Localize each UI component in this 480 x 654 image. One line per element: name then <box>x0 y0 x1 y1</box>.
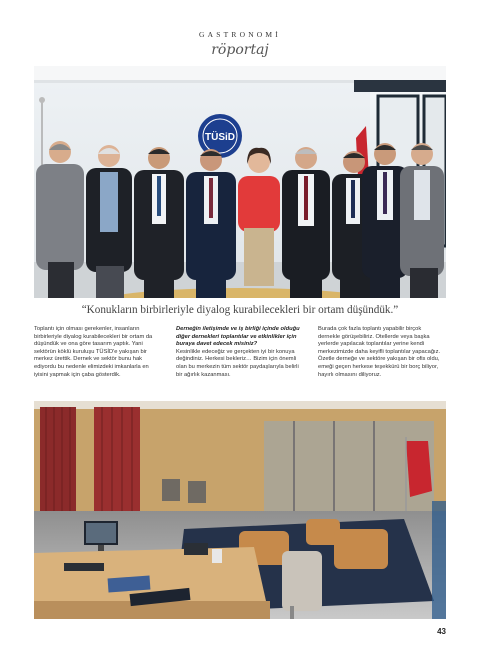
page-number: 43 <box>437 627 446 636</box>
pull-quote: “Konukların birbirleriyle diyalog kurabilecekleri bir ortam düşündük.” <box>81 304 399 316</box>
section-title: GASTRONOMİ <box>198 30 281 39</box>
group-photo <box>34 66 446 298</box>
column-3-text: Burada çok fazla toplantı yapabilir birçok dernekle görüşebiliriz. Otellerde veya başka yerlerde yapılacak toplantılar yerine kendi merkezimizde daha keyifli toplantılar yapacağız. Özetle derneğe ve sektöre yakışan bir ofis oldu, emeği geçen herkese teşekkürü bir borç biliyor, hayırlı olmasını diliyoruz. <box>318 326 441 378</box>
column-1-text: Toplantı için olması gerekenler, insanların birbirleriyle diyalog kurabilecekleri bir ortam da düşündük ve ona göre tasarım yaptık. Yani sektörün köklü kuruluşu TÜSİD'e yakışan bir merkez ürettik. Dernek ve sektör bunu hak ediyordu bu nedenle elimizdeki imkanlarla en iyisini yapmak için çaba gösterdik. <box>34 326 153 378</box>
text-column-3 <box>318 326 444 379</box>
section-subtitle: röportaj <box>211 42 269 58</box>
text-column-2 <box>176 326 302 379</box>
interview-answer: Kesinlikle edeceğiz ve gerçekten iyi bir konuya değindiniz. Herkesi bekleriz… Bizim için önemli olan bu merkezin tüm sektör paydaşlarıyla belirli bir ağırlık kazanması. <box>176 348 299 378</box>
interview-question: Derneğin iletişimde ve iş birliği içinde olduğu diğer dernekleri toplantılar ve etkinlikler için buraya davet edecek misiniz? <box>176 326 300 348</box>
text-column-1 <box>34 326 160 379</box>
page-header <box>0 30 480 58</box>
office-photo <box>34 401 446 619</box>
logo-text: TÜSiD <box>205 132 235 143</box>
